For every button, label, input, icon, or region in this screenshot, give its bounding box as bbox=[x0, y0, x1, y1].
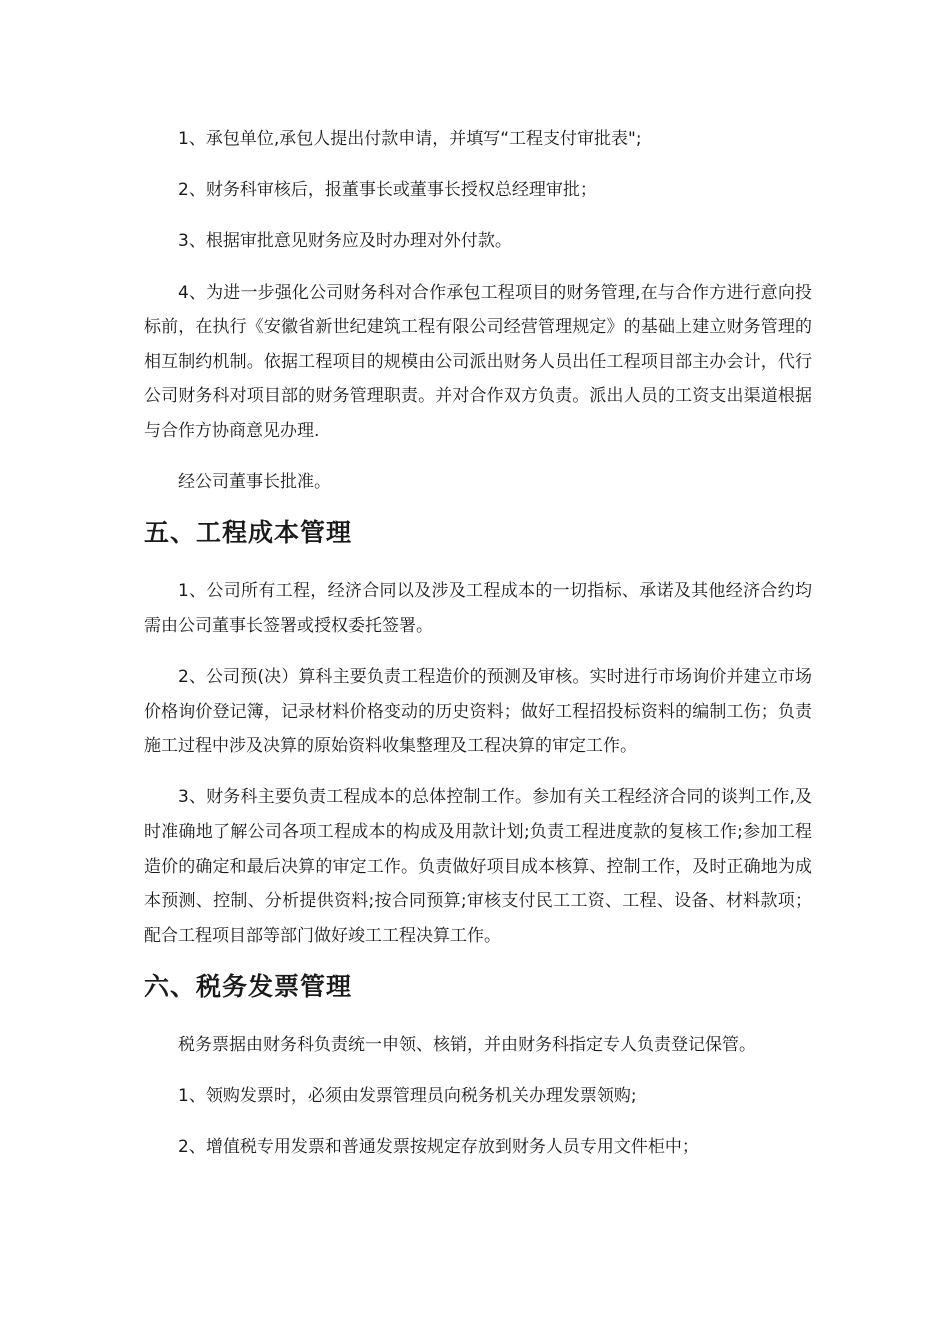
section-heading: 五、工程成本管理 bbox=[144, 518, 353, 548]
paragraph: 3、财务科主要负责工程成本的总体控制工作。参加有关工程经济合同的谈判工作,及时准确地了解公司各项工程成本的构成及用款计划;负责工程进度款的复核工作;参加工程造价的确定和最后决算的审定工作。负责做好项目成本核算、控制工作，及时正确地为成本预测、控制、分析提供资料;按合同预算;审核支付民工工资、工程、设备、材料款项；配合工程项目部等部门做好竣工工程决算工作。 bbox=[144, 787, 812, 946]
paragraph: 1、公司所有工程，经济合同以及涉及工程成本的一切指标、承诺及其他经济合约均需由公司董事长签署或授权委托签署。 bbox=[144, 581, 812, 636]
paragraph: 3、根据审批意见财务应及时办理对外付款。 bbox=[178, 231, 512, 252]
paragraph: 1、领购发票时，必须由发票管理员向税务机关办理发票领购; bbox=[178, 1086, 637, 1107]
paragraph: 经公司董事长批准。 bbox=[178, 472, 331, 493]
paragraph: 4、为进一步强化公司财务科对合作承包工程项目的财务管理,在与合作方进行意向投标前，在执行《安徽省新世纪建筑工程有限公司经营管理规定》的基础上建立财务管理的相互制约机制。依据工程项目的规模由公司派出财务人员出任工程项目部主办会计，代行公司财务科对项目部的财务管理职责。并对合作双方负责。派出人员的工资支出渠道根据与合作方协商意见办理. bbox=[144, 282, 812, 441]
paragraph: 2、增值税专用发票和普通发票按规定存放到财务人员专用文件柜中； bbox=[178, 1137, 699, 1158]
paragraph: 2、财务科审核后，报董事长或董事长授权总经理审批； bbox=[178, 180, 597, 201]
paragraph: 2、公司预(决）算科主要负责工程造价的预测及审核。实时进行市场询价并建立市场价格询价登记簿，记录材料价格变动的历史资料；做好工程招投标资料的编制工伤；负责施工过程中涉及决算的原始资料收集整理及工程决算的审定工作。 bbox=[144, 667, 812, 757]
paragraph: 税务票据由财务科负责统一申领、核销，并由财务科指定专人负责登记保管。 bbox=[178, 1035, 756, 1056]
document-body bbox=[144, 122, 812, 1182]
section-heading: 六、税务发票管理 bbox=[144, 972, 353, 1002]
paragraph: 1、承包单位,承包人提出付款申请，并填写“工程支付审批表"; bbox=[178, 129, 642, 149]
